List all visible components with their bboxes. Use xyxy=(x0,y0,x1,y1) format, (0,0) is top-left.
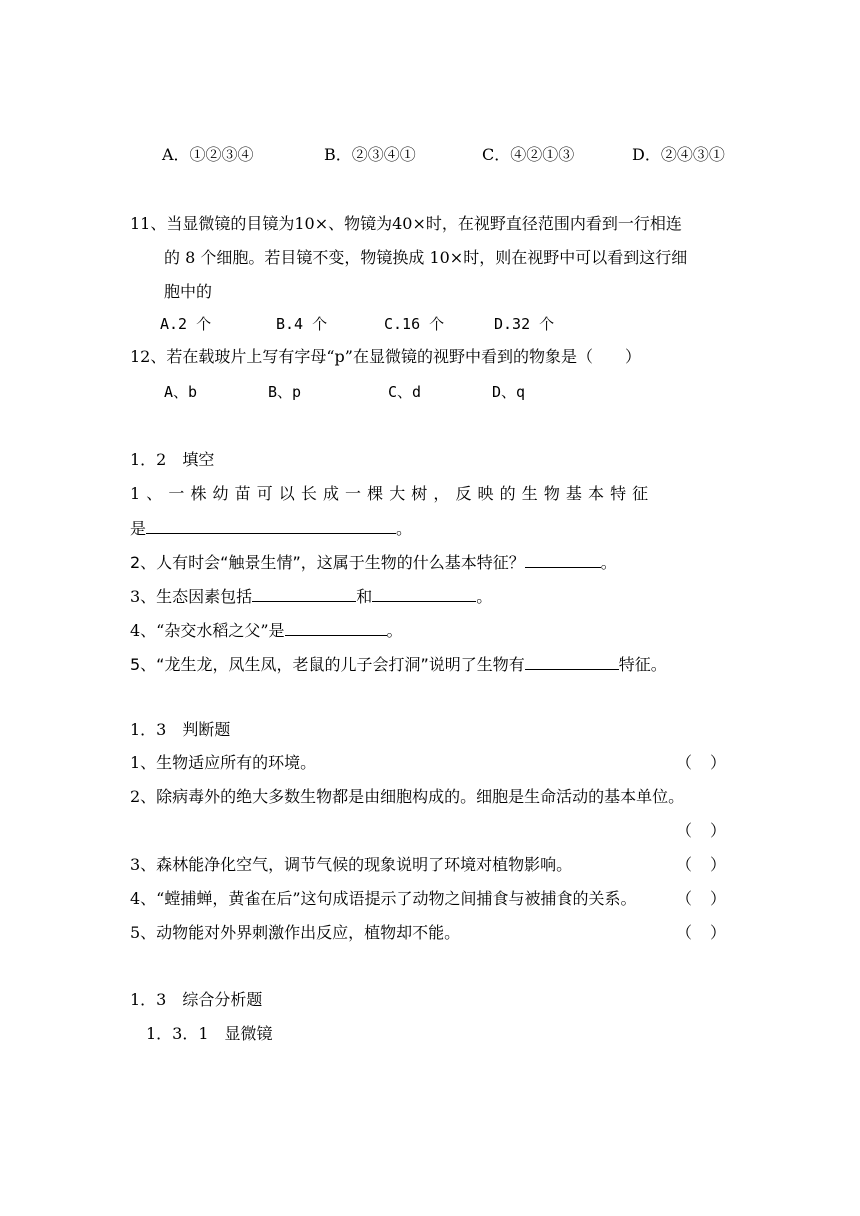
q12-option-c: C、d xyxy=(388,383,422,401)
fill-item-4-suffix: 。 xyxy=(386,621,403,640)
fill-item-3-blank-1[interactable] xyxy=(252,585,356,602)
judge-item-1: 1、生物适应所有的环境。 xyxy=(130,753,317,772)
fill-item-5 xyxy=(130,653,667,676)
fill-item-5-suffix: 特征。 xyxy=(618,655,667,674)
q12-option-d: D、q xyxy=(492,383,526,401)
analysis-section-heading: 1．3 综合分析题 xyxy=(130,990,263,1009)
fill-item-2 xyxy=(130,551,617,574)
fill-item-1-line1: 1 、 一 株 幼 苗 可 以 长 成 一 棵 大 树 ， 反 映 的 生 物 基 本 特 征 xyxy=(130,484,649,503)
fill-item-1-blank[interactable] xyxy=(146,517,396,534)
fill-section-heading: 1．2 填空 xyxy=(130,450,215,469)
q11-option-a: A.2 个 xyxy=(160,315,212,333)
q11-line3: 胞中的 xyxy=(164,282,213,301)
judge-item-3-answer-paren[interactable]: （ ） xyxy=(676,855,727,874)
judge-item-3: 3、森林能净化空气，调节气候的现象说明了环境对植物影响。 xyxy=(130,855,573,874)
fill-item-5-blank[interactable] xyxy=(525,653,619,670)
judge-item-2-answer-paren[interactable]: （ ） xyxy=(676,821,727,840)
q11-option-b: B.4 个 xyxy=(276,315,328,333)
fill-item-2-prefix: 2、人有时会“触景生情”，这属于生物的什么基本特征？ xyxy=(130,553,525,572)
fill-item-3-prefix: 3、生态因素包括 xyxy=(130,587,253,606)
judge-section-heading: 1．3 判断题 xyxy=(130,720,231,739)
q10-option-a: A．①②③④ xyxy=(162,145,254,164)
judge-item-1-answer-paren[interactable]: （ ） xyxy=(676,753,727,772)
fill-item-5-prefix: 5、“龙生龙，凤生凤，老鼠的儿子会打洞”说明了生物有 xyxy=(130,655,525,674)
q10-option-b: B．②③④① xyxy=(324,145,416,164)
fill-item-1-suffix: 。 xyxy=(396,519,413,538)
q10-option-c: C．④②①③ xyxy=(482,145,575,164)
q12-option-a: A、b xyxy=(164,383,198,401)
fill-item-1-line2 xyxy=(130,517,412,540)
judge-item-4-answer-paren[interactable]: （ ） xyxy=(676,889,727,908)
fill-item-1-prefix: 是 xyxy=(130,519,147,538)
judge-item-2: 2、除病毒外的绝大多数生物都是由细胞构成的。细胞是生命活动的基本单位。 xyxy=(130,787,685,806)
q12-question: 12、若在载玻片上写有字母“p”在显微镜的视野中看到的物象是（ ） xyxy=(130,347,641,366)
judge-item-5-answer-paren[interactable]: （ ） xyxy=(676,923,727,942)
fill-item-4 xyxy=(130,619,403,642)
fill-item-3-suffix: 。 xyxy=(476,587,493,606)
q11-option-d: D.32 个 xyxy=(494,315,555,333)
fill-item-4-blank[interactable] xyxy=(285,619,387,636)
fill-item-3 xyxy=(130,585,492,608)
q12-option-b: B、p xyxy=(268,383,302,401)
q11-line1: 11、当显微镜的目镜为10×、物镜为40×时，在视野直径范围内看到一行相连 xyxy=(130,214,682,233)
q11-option-c: C.16 个 xyxy=(384,315,445,333)
fill-item-2-suffix: 。 xyxy=(600,553,617,572)
fill-item-3-middle: 和 xyxy=(356,587,373,606)
fill-item-3-blank-2[interactable] xyxy=(372,585,476,602)
judge-item-4: 4、“螳捕蝉，黄雀在后”这句成语提示了动物之间捕食与被捕食的关系。 xyxy=(130,889,637,908)
q10-option-d: D．②④③① xyxy=(632,145,725,164)
q11-line2: 的 8 个细胞。若目镜不变，物镜换成 10×时，则在视野中可以看到这行细 xyxy=(164,248,688,267)
fill-item-4-prefix: 4、“杂交水稻之父”是 xyxy=(130,621,285,640)
judge-item-5: 5、动物能对外界刺激作出反应，植物却不能。 xyxy=(130,923,461,942)
analysis-subsection-heading: 1．3．1 显微镜 xyxy=(146,1024,273,1043)
fill-item-2-blank[interactable] xyxy=(525,551,601,568)
